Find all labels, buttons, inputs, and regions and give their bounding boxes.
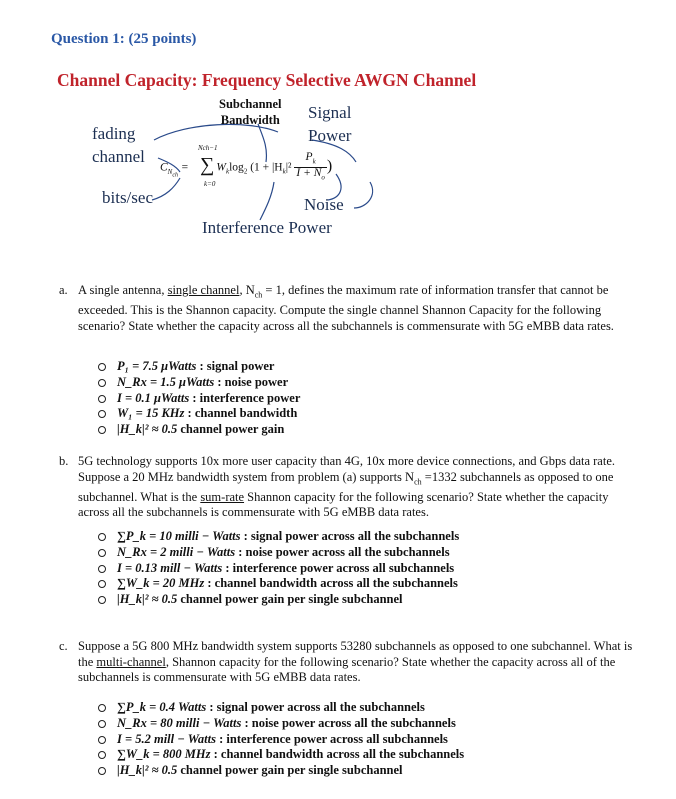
part-a-text: a. A single antenna, single channel, $N_{ch} = 1$, defines the maximum rate of information transfer that cannot be exceeded. This is the Shannon capacity. Compute the single channel Shannon Capacity for the following scenario? State whether the capacity across all the subchannels is commensurate with 5G eMBB data rates.	[59, 283, 614, 333]
list-item: N_Rx = 2 milli − Watts : noise power across all the subchannels	[117, 545, 459, 561]
sum-upper-limit: Nch−1	[198, 144, 218, 152]
list-item: W₁ = 15 KHz : channel bandwidth	[117, 406, 300, 422]
list-item: N_Rx = 1.5 μWatts : noise power	[117, 375, 300, 391]
capacity-formula: $C_{N_{ch}} = W_k\log_2$ ($1 + |H_k|^2$ $\frac{P_k}{I + N_o}$ )	[160, 151, 333, 182]
part-c-list	[117, 700, 464, 779]
signal-power-label: Signal Power	[308, 103, 352, 145]
list-item: ∑P_k = 0.4 Watts : signal power across all the subchannels	[117, 700, 464, 716]
list-item: |H_k|² ≈ 0.5 channel power gain per single subchannel	[117, 763, 464, 779]
document-title: Channel Capacity: Frequency Selective AWGN Channel	[57, 70, 477, 90]
list-item: ∑P_k = 10 milli − Watts : signal power across all the subchannels	[117, 529, 459, 545]
part-b-list	[117, 529, 459, 608]
list-item: I = 5.2 mill − Watts : interference power across all subchannels	[117, 732, 464, 748]
capacity-formula-diagram	[88, 92, 388, 242]
list-item: |H_k|² ≈ 0.5 channel power gain per single subchannel	[117, 592, 459, 608]
fading-channel-label: fading channel	[92, 124, 145, 166]
subchannel-bandwidth-label: Subchannel Bandwidth	[219, 97, 282, 127]
list-item: I = 0.1 μWatts : interference power	[117, 391, 300, 407]
list-item: ∑W_k = 800 MHz : channel bandwidth across all the subchannels	[117, 747, 464, 763]
part-a-list	[117, 359, 300, 438]
list-item: N_Rx = 80 milli − Watts : noise power across all the subchannels	[117, 716, 464, 732]
part-c-text: c. Suppose a 5G 800 MHz bandwidth system supports 53280 subchannels as opposed to one subchannel. What is the multi-channel, Shannon capacity for the following scenario? State whether the capacity across all of the subchannels is commensurate with 5G eMBB data rates.	[59, 639, 633, 685]
sum-symbol: ∑	[200, 154, 215, 176]
part-b-text: b. 5G technology supports 10x more user capacity than 4G, 10x more device connections, and Gbps data rate. Suppose a 20 MHz bandwidth system from problem (a) supports $N_{ch} =1332$ subchannels as opposed to one subchannel. What is the sum-rate Shannon capacity for the following scenario? State whether the capacity across all the subchannels is commensurate with 5G eMBB data rates.	[59, 454, 615, 520]
interference-power-label: Interference Power	[202, 218, 332, 237]
list-item: |H_k|² ≈ 0.5 channel power gain	[117, 422, 300, 438]
noise-label: Noise	[304, 195, 344, 214]
bits-per-sec-label: bits/sec	[102, 188, 153, 207]
list-item: I = 0.13 mill − Watts : interference power across all subchannels	[117, 561, 459, 577]
list-item: P₁ = 7.5 μWatts : signal power	[117, 359, 300, 375]
list-item: ∑W_k = 20 MHz : channel bandwidth across all the subchannels	[117, 576, 459, 592]
question-title: Question 1: (25 points)	[51, 31, 197, 47]
sum-lower-limit: k=0	[204, 180, 216, 188]
